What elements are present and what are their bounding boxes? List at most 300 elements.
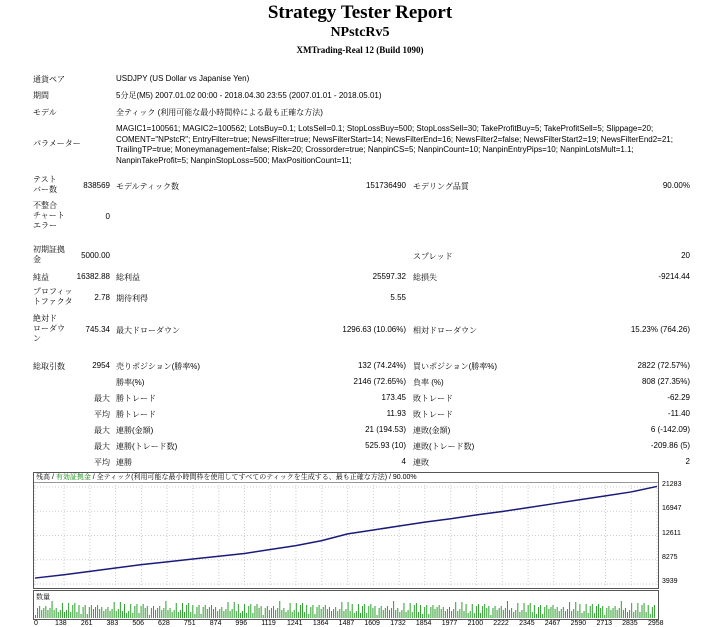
- volume-bar: [279, 601, 280, 618]
- rel-dd-value: 15.23% (764.26): [630, 325, 690, 334]
- pf-label: プロフィッ トファクタ: [33, 287, 73, 306]
- volume-bar: [49, 608, 50, 618]
- volume-bar: [153, 606, 154, 618]
- volume-bar: [120, 602, 121, 618]
- volume-bar: [397, 608, 398, 618]
- volume-bar: [149, 615, 150, 618]
- volume-bar: [52, 601, 53, 618]
- volume-bar: [484, 604, 485, 618]
- cons-win-cnt-label: 連勝(トレード数): [116, 442, 178, 451]
- volume-bar: [283, 608, 284, 618]
- net-label: 純益: [33, 273, 49, 282]
- volume-bar: [555, 609, 556, 618]
- volume-bar: [155, 610, 156, 618]
- volume-bar: [199, 605, 200, 618]
- volume-bar: [410, 603, 411, 618]
- max-win-trade-value: 173.45: [381, 393, 406, 402]
- volume-bar: [337, 611, 338, 618]
- win-label: 勝率(%): [116, 378, 145, 387]
- volume-bar: [497, 610, 498, 618]
- volume-bar: [466, 604, 467, 618]
- volume-bar: [519, 612, 520, 618]
- volume-bar: [420, 605, 421, 618]
- cons-loss-cnt-label: 連敗(トレード数): [413, 442, 475, 451]
- cons-win-amt-value: 21 (194.53): [365, 425, 406, 434]
- x-tick-label: 2958: [648, 620, 664, 627]
- volume-bar: [385, 608, 386, 618]
- volume-bar: [261, 606, 262, 618]
- volume-bar: [39, 606, 40, 618]
- volume-bar: [161, 610, 162, 618]
- volume-bar: [613, 608, 614, 618]
- x-tick-label: 2590: [570, 620, 587, 627]
- volume-bar: [60, 610, 61, 618]
- balance-line-0: [35, 486, 657, 578]
- period-label: 期間: [33, 91, 49, 100]
- mismatch-value: 0: [105, 212, 110, 221]
- volume-bar: [559, 611, 560, 618]
- volume-bar: [310, 607, 311, 618]
- volume-bar: [126, 613, 127, 618]
- volume-bar: [294, 610, 295, 618]
- volume-bar: [62, 603, 63, 618]
- volume-bar: [646, 612, 647, 618]
- volume-bar: [196, 607, 197, 618]
- volume-bar: [652, 607, 653, 618]
- volume-bar: [298, 612, 299, 618]
- total-value: 2954: [92, 361, 110, 370]
- volume-bar: [637, 603, 638, 618]
- volume-bar: [348, 602, 349, 618]
- net-value: 16382.88: [76, 272, 110, 281]
- volume-bar: [366, 613, 367, 618]
- volume-bar: [97, 605, 98, 618]
- volume-bar: [422, 614, 423, 618]
- volume-bar: [604, 615, 605, 618]
- volume-bar: [263, 615, 264, 618]
- avg-loss-streak-label: 連敗: [413, 458, 429, 467]
- volume-bar: [41, 610, 42, 618]
- y-tick-label: 21283: [662, 481, 682, 488]
- volume-bar: [447, 609, 448, 618]
- volume-bar: [445, 611, 446, 618]
- volume-bar: [358, 604, 359, 618]
- volume-bar: [304, 612, 305, 618]
- avg-loss-trade-value: -11.40: [667, 409, 690, 418]
- volume-bar: [122, 611, 123, 618]
- volume-bar: [302, 603, 303, 618]
- volume-bar: [163, 608, 164, 618]
- volume-bar: [606, 608, 607, 618]
- x-tick-label: 1241: [286, 620, 303, 627]
- volume-bar: [252, 613, 253, 618]
- volume-bar: [211, 605, 212, 618]
- x-tick-label: 1487: [338, 620, 355, 627]
- volume-bar: [521, 610, 522, 618]
- ticks-value: 151736490: [365, 181, 406, 190]
- chart-equity-label: 有効証拠金: [55, 474, 91, 481]
- volume-bar: [130, 604, 131, 618]
- volume-bar: [292, 612, 293, 618]
- volume-bar: [534, 605, 535, 618]
- bars-value: 838569: [83, 181, 110, 190]
- volume-bar: [159, 606, 160, 618]
- volume-bar: [594, 613, 595, 618]
- volume-bar: [581, 613, 582, 618]
- volume-bar: [114, 602, 115, 618]
- x-tick-label: 383: [106, 620, 119, 627]
- chart-desc: / 全ティック(利用可能な最小時間枠を使用してすべてのティックを生成する、最も正確な方法) / 90.00%: [90, 474, 417, 481]
- volume-bar: [85, 605, 86, 618]
- volume-bar: [387, 606, 388, 618]
- x-tick-label: 1854: [415, 620, 432, 627]
- volume-bar: [242, 611, 243, 618]
- volume-bar: [281, 610, 282, 618]
- volume-bar: [428, 614, 429, 618]
- x-tick-label: 506: [132, 620, 145, 627]
- volume-bar: [451, 611, 452, 618]
- report-title: Strategy Tester Report: [267, 2, 453, 23]
- volume-bar: [207, 609, 208, 618]
- chart-balance-label: 残高: [36, 474, 50, 481]
- volume-bar: [72, 605, 73, 618]
- gross-profit-value: 25597.32: [372, 272, 406, 281]
- volume-bar: [225, 609, 226, 618]
- volume-bar: [339, 609, 340, 618]
- quality-value: 90.00%: [662, 181, 690, 190]
- volume-bar: [590, 606, 591, 618]
- volume-bar: [174, 610, 175, 618]
- volume-bar: [631, 603, 632, 618]
- volume-bar: [515, 610, 516, 618]
- abs-dd-value: 745.34: [85, 325, 110, 334]
- y-tick-label: 3939: [662, 578, 678, 585]
- volume-bar: [37, 608, 38, 618]
- volume-bar: [584, 611, 585, 618]
- volume-bar: [145, 608, 146, 618]
- volume-bar: [66, 610, 67, 618]
- volume-bar: [64, 612, 65, 618]
- cons-win-amt-label: 連勝(金額): [116, 426, 154, 435]
- volume-bar: [507, 601, 508, 618]
- volume-bar: [246, 613, 247, 618]
- volume-bar: [509, 610, 510, 618]
- volume-bar: [492, 608, 493, 618]
- volume-bar: [542, 614, 543, 618]
- x-tick-label: 2345: [519, 620, 535, 627]
- volume-bar: [476, 606, 477, 618]
- volume-bar: [157, 608, 158, 618]
- volume-bar: [99, 609, 100, 618]
- volume-bar: [401, 610, 402, 618]
- volume-bar: [650, 614, 651, 618]
- volume-bar: [325, 605, 326, 618]
- volume-bar: [107, 607, 108, 618]
- volume-bar: [143, 604, 144, 618]
- volume-bar: [470, 611, 471, 618]
- volume-bar: [573, 609, 574, 618]
- volume-bar: [265, 608, 266, 618]
- cons-loss-amt-value: 6 (-142.09): [650, 425, 690, 434]
- volume-bar: [78, 605, 79, 618]
- volume-bar: [350, 611, 351, 618]
- loss-label: 負率 (%): [413, 378, 444, 387]
- volume-bar: [362, 606, 363, 618]
- volume-bar: [461, 602, 462, 618]
- x-tick-label: 2222: [493, 620, 509, 627]
- volume-bar: [463, 611, 464, 618]
- volume-bar: [561, 609, 562, 618]
- volume-bar: [205, 605, 206, 618]
- volume-bar: [642, 605, 643, 618]
- mismatch-label: 不整合 チャート エラー: [33, 201, 65, 230]
- volume-bar: [480, 613, 481, 618]
- max-prefix-3: 最大: [94, 442, 110, 451]
- volume-bar: [619, 608, 620, 618]
- volume-bar: [116, 611, 117, 618]
- volume-bar: [588, 613, 589, 618]
- volume-bar: [592, 604, 593, 618]
- x-tick-label: 751: [183, 620, 196, 627]
- max-prefix-2: 最大: [94, 426, 110, 435]
- volume-svg: [34, 591, 658, 619]
- volume-bar: [443, 607, 444, 618]
- volume-bar: [329, 607, 330, 618]
- volume-bar: [644, 603, 645, 618]
- volume-bar: [346, 609, 347, 618]
- volume-bar: [248, 606, 249, 618]
- volume-bar: [103, 611, 104, 618]
- ticks-label: モデルティック数: [116, 182, 179, 191]
- volume-bar: [536, 614, 537, 618]
- bars-label: テスト バー数: [33, 175, 57, 194]
- volume-bar: [524, 603, 525, 618]
- volume-bar: [213, 609, 214, 618]
- volume-bar: [416, 603, 417, 618]
- volume-bar: [381, 606, 382, 618]
- max-dd-value: 1296.63 (10.06%): [342, 325, 406, 334]
- volume-bar: [254, 606, 255, 618]
- long-value: 2822 (72.57%): [637, 361, 690, 370]
- volume-bar: [499, 608, 500, 618]
- volume-bar: [141, 606, 142, 618]
- volume-bar: [437, 607, 438, 618]
- volume-bar: [136, 604, 137, 618]
- volume-chart: [33, 590, 659, 620]
- volume-bar: [192, 605, 193, 618]
- volume-bar: [432, 605, 433, 618]
- volume-bar: [528, 605, 529, 618]
- volume-bar: [368, 606, 369, 618]
- volume-bar: [600, 608, 601, 618]
- volume-bar: [89, 607, 90, 618]
- volume-bar: [550, 607, 551, 618]
- volume-bar: [288, 610, 289, 618]
- cons-loss-amt-label: 連敗(金額): [413, 426, 451, 435]
- volume-bar: [165, 601, 166, 618]
- x-tick-label: 628: [158, 620, 170, 627]
- params-label: パラメーター: [33, 139, 81, 148]
- volume-bar: [209, 607, 210, 618]
- volume-bar: [238, 604, 239, 618]
- volume-bar: [215, 607, 216, 618]
- volume-bar: [267, 606, 268, 618]
- volume-bar: [317, 607, 318, 618]
- symbol-label: 通貨ペア: [33, 75, 65, 84]
- volume-bar: [478, 604, 479, 618]
- volume-bar: [486, 608, 487, 618]
- volume-bar: [43, 608, 44, 618]
- volume-bar: [602, 606, 603, 618]
- volume-bar: [352, 604, 353, 618]
- volume-bar: [81, 614, 82, 618]
- volume-bar: [526, 612, 527, 618]
- volume-bar: [83, 607, 84, 618]
- volume-bar: [132, 613, 133, 618]
- volume-bar: [112, 609, 113, 618]
- volume-bar: [128, 611, 129, 618]
- volume-bar: [532, 612, 533, 618]
- volume-bar: [300, 605, 301, 618]
- volume-bar: [110, 611, 111, 618]
- volume-bar: [203, 607, 204, 618]
- volume-bar: [408, 610, 409, 618]
- volume-bar: [633, 612, 634, 618]
- loss-value: 808 (27.35%): [641, 377, 690, 386]
- volume-bar: [563, 607, 564, 618]
- short-value: 132 (74.24%): [357, 361, 406, 370]
- volume-bar: [354, 613, 355, 618]
- volume-bar: [517, 603, 518, 618]
- volume-bar: [312, 605, 313, 618]
- volume-bar: [95, 607, 96, 618]
- volume-bar: [418, 612, 419, 618]
- gross-loss-value: -9214.44: [658, 272, 690, 281]
- volume-bar: [511, 608, 512, 618]
- volume-bar: [228, 602, 229, 618]
- volume-bar: [538, 607, 539, 618]
- volume-bar: [219, 609, 220, 618]
- volume-bar: [360, 613, 361, 618]
- volume-bar: [271, 608, 272, 618]
- volume-bar: [234, 602, 235, 618]
- volume-bar: [513, 612, 514, 618]
- volume-bar: [457, 611, 458, 618]
- volume-bar: [285, 612, 286, 618]
- volume-bar: [426, 605, 427, 618]
- volume-bar: [364, 604, 365, 618]
- abs-dd-label: 絶対ド ローダウ ン: [33, 314, 65, 343]
- volume-bar: [87, 614, 88, 618]
- volume-bar: [403, 603, 404, 618]
- x-tick-label: 138: [55, 620, 67, 627]
- volume-bar: [91, 605, 92, 618]
- volume-bar: [544, 607, 545, 618]
- avg-win-trade-value: 11.93: [386, 409, 406, 418]
- volume-bar: [341, 602, 342, 618]
- volume-bar: [118, 609, 119, 618]
- volume-bar: [172, 612, 173, 618]
- avg-loss-streak-value: 2: [685, 457, 690, 466]
- volume-bar: [74, 603, 75, 618]
- volume-bar: [383, 610, 384, 618]
- cons-win-cnt-value: 525.93 (10): [365, 441, 406, 450]
- volume-bar: [184, 612, 185, 618]
- volume-bar: [290, 603, 291, 618]
- volume-bar: [256, 604, 257, 618]
- volume-bar: [323, 607, 324, 618]
- short-label: 売りポジション(勝率%): [116, 362, 201, 371]
- volume-bar: [273, 606, 274, 618]
- params-value: MAGIC1=100561; MAGIC2=100562; LotsBuy=0.1; LotsSell=0.1; StopLossBuy=500; StopLossSell=30; TakeProfitBuy=5; TakeProfitSell=5; Slippage=20; COMENT="NPstcR"; EntryFilter=true; NewsFilter=true; NewsFilterStart=14; NewsFilterEnd=16; NewsFilter2=false; NewsFilterStart2=19; NewsFilterEnd2=21; TrailingTP=true; Moneymanagement=false; Risk=20; Crossorder=true; NanpinCS=5; NanpinCount=10; NanpinEntryPips=10; NanpinLotsMult=1.1; NanpinTakeProfit=5; NanpinStopLoss=500; MaxPositionCount=11;: [116, 124, 673, 165]
- y-tick-label: 8275: [662, 553, 678, 561]
- volume-bar: [488, 606, 489, 618]
- x-tick-label: 2100: [467, 620, 484, 627]
- gross-profit-label: 総利益: [116, 273, 140, 282]
- volume-bar: [468, 613, 469, 618]
- volume-bar: [577, 611, 578, 618]
- balance-chart: [33, 472, 659, 589]
- volume-bar: [333, 609, 334, 618]
- volume-bar: [391, 608, 392, 618]
- volume-bar: [93, 609, 94, 618]
- win-value: 2146 (72.65%): [353, 377, 406, 386]
- max-prefix-1: 最大: [94, 394, 110, 403]
- max-dd-label: 最大ドローダウン: [116, 326, 180, 335]
- volume-bar: [579, 604, 580, 618]
- volume-bar: [495, 606, 496, 618]
- gross-loss-label: 総損失: [413, 273, 437, 282]
- max-loss-trade-label: 敗トレード: [413, 394, 453, 403]
- volume-bar: [377, 615, 378, 618]
- y-tick-label: 12611: [662, 529, 681, 537]
- volume-bar: [406, 612, 407, 618]
- volume-bar: [575, 602, 576, 618]
- volume-bar: [188, 603, 189, 618]
- model-value: 全ティック (利用可能な最小時間枠による最も正確な方法): [116, 108, 323, 117]
- volume-bar: [259, 608, 260, 618]
- volume-bar: [230, 611, 231, 618]
- volume-bar: [648, 605, 649, 618]
- ea-name: NPstcRv5: [330, 25, 390, 40]
- volume-bar: [170, 608, 171, 618]
- volume-bar: [596, 606, 597, 618]
- expected-label: 期待利得: [116, 294, 148, 303]
- volume-bar: [571, 611, 572, 618]
- avg-win-streak-value: 4: [401, 457, 406, 466]
- x-tick-label: 1732: [390, 620, 406, 627]
- volume-bar: [182, 603, 183, 618]
- volume-bar: [35, 615, 36, 618]
- volume-bar: [335, 607, 336, 618]
- volume-bar: [54, 610, 55, 618]
- x-tick-label: 2835: [622, 620, 638, 627]
- volume-bar: [151, 608, 152, 618]
- avg-win-streak-label: 連勝: [116, 458, 132, 467]
- volume-bar: [47, 610, 48, 618]
- volume-bar: [186, 605, 187, 618]
- volume-bar: [201, 614, 202, 618]
- volume-bar: [635, 610, 636, 618]
- volume-bar: [275, 610, 276, 618]
- volume-bar: [180, 610, 181, 618]
- volume-bar: [139, 613, 140, 618]
- volume-bar: [236, 611, 237, 618]
- volume-bar: [639, 612, 640, 618]
- volume-bar: [621, 601, 622, 618]
- volume-bar: [389, 610, 390, 618]
- x-tick-label: 1977: [441, 620, 458, 627]
